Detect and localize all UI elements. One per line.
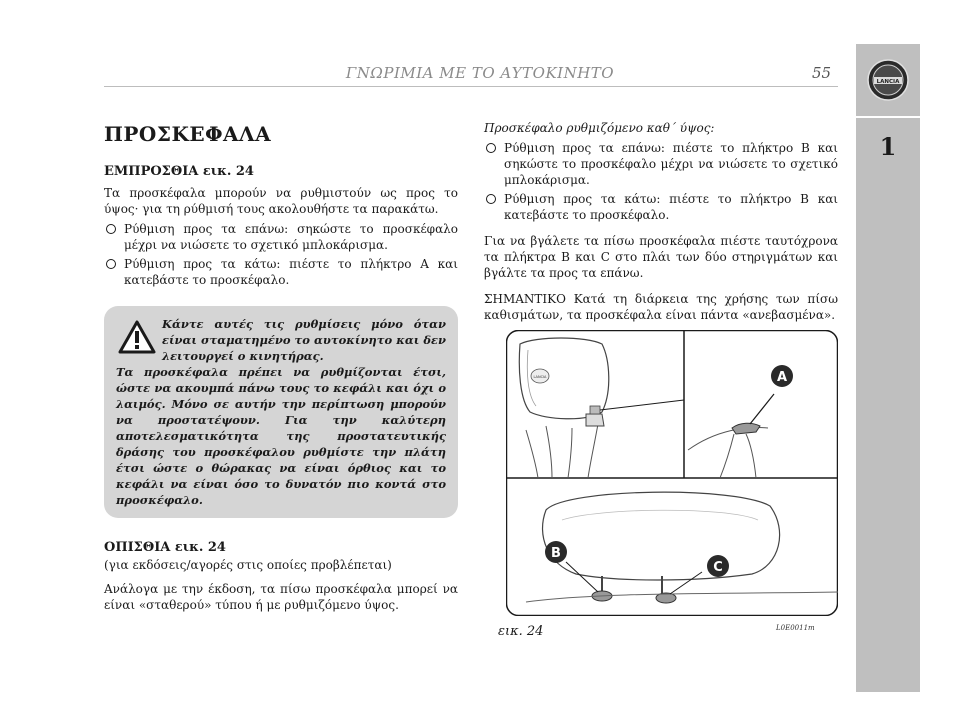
warning-triangle-icon xyxy=(118,320,156,354)
important-note-text: ΣΗΜΑΝΤΙΚΟ Κατά τη διάρκεια της χρήσης των πίσω καθισμάτων, τα προσκέφαλα είναι πάντα «ανεβασμένα». xyxy=(484,292,838,322)
list-item xyxy=(104,256,458,288)
running-header-title: ΓΝΩΡΙΜΙΑ ΜΕ ΤΟ ΑΥΤΟΚΙΝΗΤΟ xyxy=(345,64,615,82)
list-item xyxy=(484,140,838,188)
bullet-circle-icon xyxy=(486,143,496,153)
bullet-text: Ρύθμιση προς τα κάτω: πιέστε το πλήκτρο B και κατεβάστε το προσκέφαλο. xyxy=(504,192,838,222)
rear-headrests-heading: ΟΠΙΣΘΙΑ εικ. 24 xyxy=(104,540,226,555)
chapter-number: 1 xyxy=(879,132,897,161)
label-b-badge xyxy=(545,541,567,563)
label-a-badge xyxy=(771,365,793,387)
left-column xyxy=(104,120,458,617)
front-bullet-list xyxy=(104,221,458,288)
logo-text: LANCIA xyxy=(876,79,900,85)
front-intro-text: Τα προσκέφαλα μπορούν να ρυθμιστούν ως προς το ύψος· για τη ρύθμισή τους ακολουθήστε τα παρακάτω. xyxy=(104,186,458,216)
list-item xyxy=(484,191,838,223)
header-rule xyxy=(104,86,838,87)
front-headrests-heading: ΕΜΠΡΟΣΘΙΑ εικ. 24 xyxy=(104,164,254,179)
figure-caption: εικ. 24 xyxy=(498,624,544,639)
bullet-circle-icon xyxy=(486,194,496,204)
adjustable-bullet-list xyxy=(484,140,838,223)
bullet-circle-icon xyxy=(106,259,116,269)
warning-text-first: Κάντε αυτές τις ρυθμίσεις μόνο όταν είναι σταματημένο το αυτοκίνητο και δεν λειτουργεί ο κινητήρας. xyxy=(162,317,446,363)
bullet-text: Ρύθμιση προς τα κάτω: πιέστε το πλήκτρο A και κατεβάστε το προσκέφαλο. xyxy=(124,257,458,287)
list-item xyxy=(104,221,458,253)
rear-body-text: Ανάλογα με την έκδοση, τα πίσω προσκέφαλα μπορεί να είναι «σταθερού» τύπου ή με ρυθμιζόμενο ύψος. xyxy=(104,582,458,612)
removal-text: Για να βγάλετε τα πίσω προσκέφαλα πιέστε ταυτόχρονα τα πλήκτρα B και C στο πλάι των δύο στηριγμάτων και βγάλτε τα προς τα επάνω. xyxy=(484,234,838,280)
headrest-figure xyxy=(506,330,838,616)
label-c-badge xyxy=(707,555,729,577)
seat-badge-text: LANCIA xyxy=(533,375,547,379)
bullet-text: Ρύθμιση προς τα επάνω: σηκώστε το προσκέφαλο μέχρι να νιώσετε το σχετικό μπλοκάρισμα. xyxy=(124,222,458,252)
figure-code: L0E0011m xyxy=(776,624,815,632)
rear-note-text: (για εκδόσεις/αγορές στις οποίες προβλέπεται) xyxy=(104,558,392,572)
label-a-text: A xyxy=(776,370,788,385)
label-c-text: C xyxy=(713,560,723,575)
section-title: ΠΡΟΣΚΕΦΑΛΑ xyxy=(104,122,272,146)
label-b-text: B xyxy=(551,546,561,561)
warning-text-rest: Τα προσκέφαλα πρέπει να ρυθμίζονται έτσι, ώστε να ακουμπά πάνω τους το κεφάλι και όχι ο λαιμός. Μόνο σε αυτήν την περίπτωση μπορούν να προστατέψουν. Για την καλύτερη αποτελεσματικότητα της προστατευτικής δράσης του προσκέφαλου ρυθμίστε την πλάτη έτσι ώστε ο θώρακας να είναι όρθιος και το κεφάλι να είναι όσο το δυνατόν πιο κοντά στο προσκέφαλο. xyxy=(116,365,446,507)
warning-text xyxy=(116,316,446,508)
adjustable-heading: Προσκέφαλο ρυθμιζόμενο καθ΄ ύψος: xyxy=(484,121,715,135)
lancia-logo-icon xyxy=(866,58,910,102)
warning-box xyxy=(104,306,458,518)
bullet-text: Ρύθμιση προς τα επάνω: πιέστε το πλήκτρο B και σηκώστε το προσκέφαλο μέχρι να νιώσετε το σχετικό μπλοκάρισμα. xyxy=(504,141,838,187)
page-number: 55 xyxy=(812,64,832,82)
side-tab-separator xyxy=(856,116,920,118)
bullet-circle-icon xyxy=(106,224,116,234)
right-column xyxy=(484,120,838,327)
